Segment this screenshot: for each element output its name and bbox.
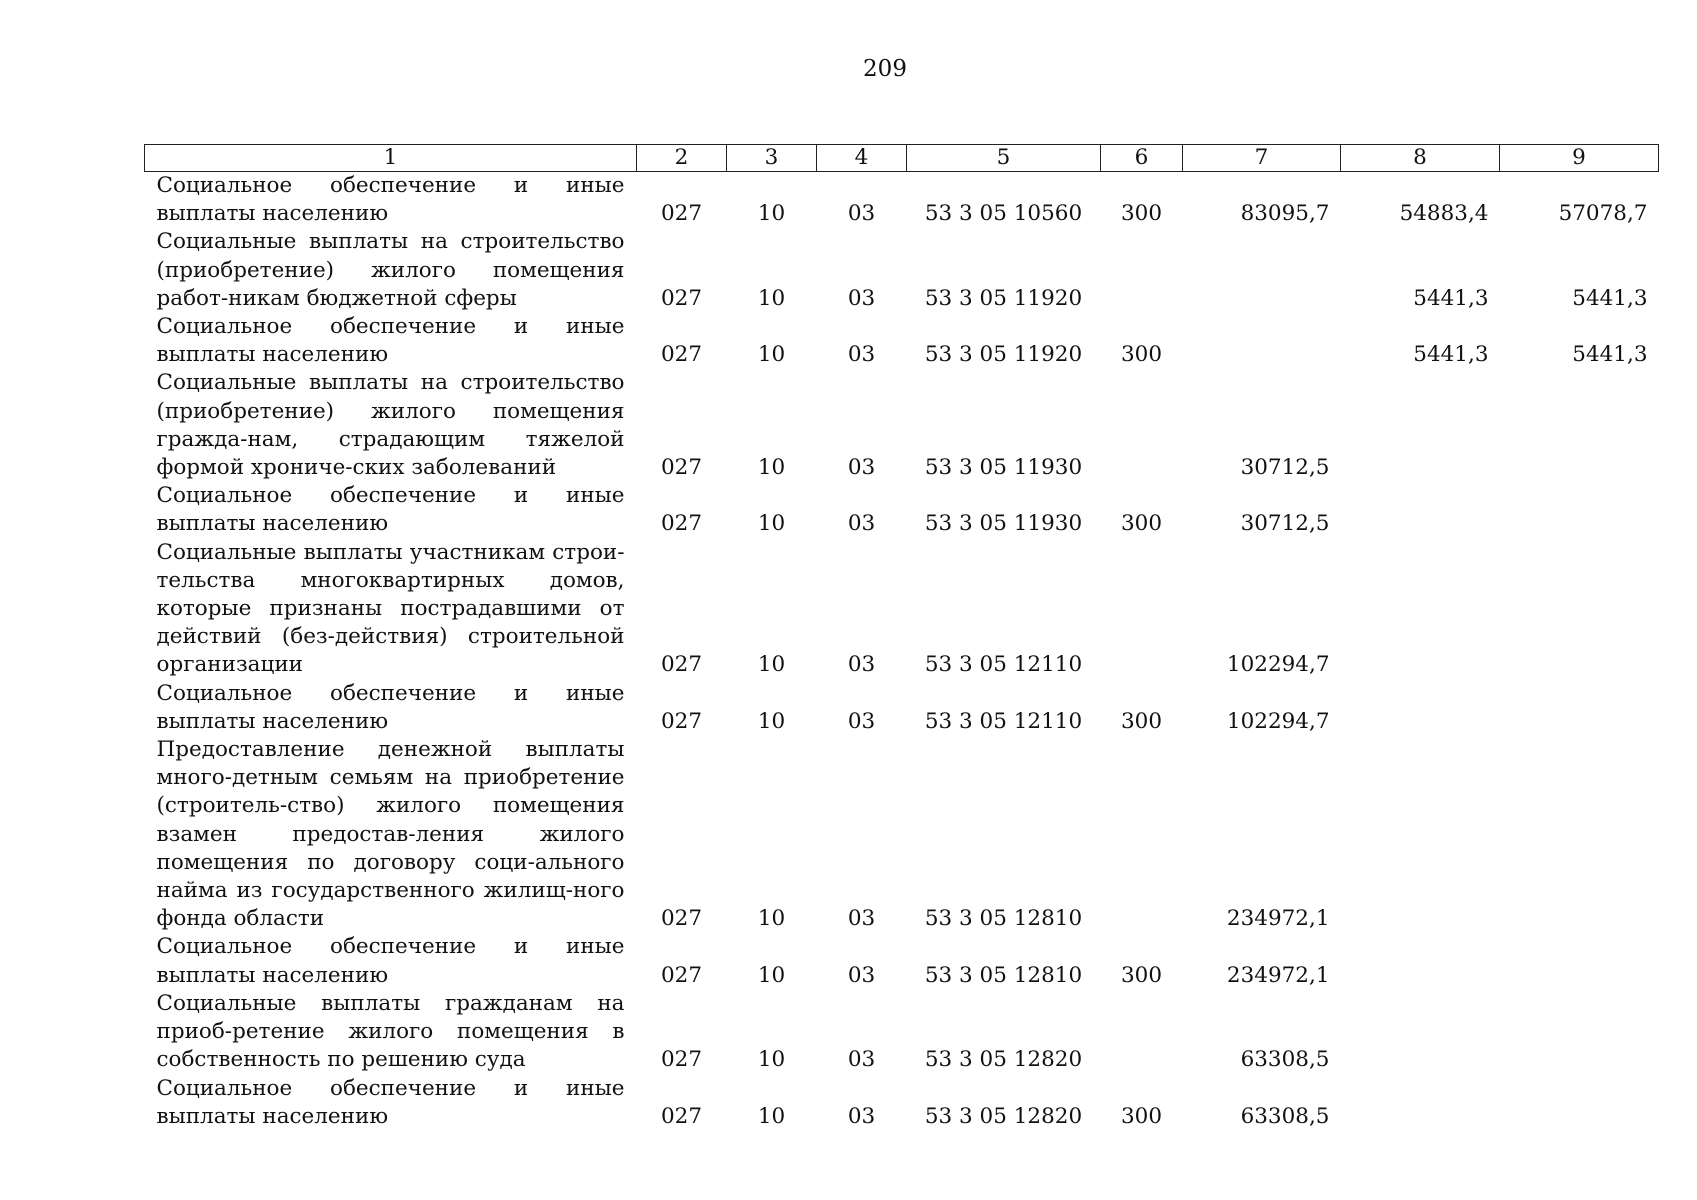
row-section-code: 10 <box>757 906 786 932</box>
row-section-code: 10 <box>757 962 786 988</box>
row-target-code: 53 3 05 12810 <box>924 906 1083 932</box>
header-row <box>145 145 1659 172</box>
row-expense-type <box>1101 369 1183 482</box>
row-amount-7: 30712,5 <box>1240 511 1330 537</box>
header-cell-8: 8 <box>1341 145 1500 172</box>
row-amount-9 <box>1500 539 1659 680</box>
row-ministry-code: 027 <box>660 511 703 537</box>
header-cell-9: 9 <box>1500 145 1659 172</box>
row-subsection-code: 03 <box>847 708 876 734</box>
row-amount-7: 234972,1 <box>1226 906 1330 932</box>
row-amount-7 <box>1183 313 1341 369</box>
row-expense-type <box>1101 736 1183 933</box>
row-expense-type: 300 <box>1120 511 1163 537</box>
row-name: Социальное обеспечение и иные выплаты населению <box>156 483 625 537</box>
header-cell-6: 6 <box>1101 145 1183 172</box>
row-amount-9: 57078,7 <box>1558 201 1648 227</box>
header-cell-2: 2 <box>637 145 727 172</box>
row-amount-9 <box>1500 736 1659 933</box>
row-section-code: 10 <box>757 1103 786 1129</box>
row-amount-8 <box>1341 680 1500 736</box>
row-amount-7: 83095,7 <box>1240 201 1330 227</box>
table-row <box>145 313 1659 369</box>
table-header <box>145 145 1659 172</box>
row-amount-9: 5441,3 <box>1572 342 1648 368</box>
row-section-code: 10 <box>757 201 786 227</box>
table-row <box>145 369 1659 482</box>
row-amount-7: 102294,7 <box>1226 652 1330 678</box>
row-target-code: 53 3 05 12820 <box>924 1047 1083 1073</box>
row-expense-type: 300 <box>1120 342 1163 368</box>
row-amount-9 <box>1500 680 1659 736</box>
row-ministry-code: 027 <box>660 1103 703 1129</box>
row-amount-8 <box>1341 539 1500 680</box>
row-amount-8 <box>1341 933 1500 989</box>
row-amount-8 <box>1341 1075 1500 1131</box>
row-target-code: 53 3 05 11920 <box>924 342 1083 368</box>
table-row <box>145 228 1659 313</box>
table-row <box>145 736 1659 933</box>
row-subsection-code: 03 <box>847 652 876 678</box>
row-ministry-code: 027 <box>660 342 703 368</box>
row-expense-type: 300 <box>1120 708 1163 734</box>
row-target-code: 53 3 05 12820 <box>924 1103 1083 1129</box>
header-cell-1: 1 <box>145 145 637 172</box>
row-target-code: 53 3 05 12110 <box>924 708 1083 734</box>
row-subsection-code: 03 <box>847 342 876 368</box>
table-row <box>145 990 1659 1075</box>
row-subsection-code: 03 <box>847 285 876 311</box>
row-expense-type: 300 <box>1120 201 1163 227</box>
header-cell-5: 5 <box>907 145 1101 172</box>
row-expense-type <box>1101 990 1183 1075</box>
row-ministry-code: 027 <box>660 906 703 932</box>
row-target-code: 53 3 05 11930 <box>924 455 1083 481</box>
row-target-code: 53 3 05 11930 <box>924 511 1083 537</box>
row-section-code: 10 <box>757 652 786 678</box>
row-section-code: 10 <box>757 285 786 311</box>
row-amount-7: 63308,5 <box>1240 1103 1330 1129</box>
row-name: Социальное обеспечение и иные выплаты населению <box>156 1075 625 1129</box>
table-row <box>145 172 1659 229</box>
row-target-code: 53 3 05 12810 <box>924 962 1083 988</box>
table-row <box>145 933 1659 989</box>
row-name: Социальные выплаты на строительство (приобретение) жилого помещения гражда-нам, страдающим тяжелой формой хрониче-ских заболеваний <box>156 370 625 481</box>
row-section-code: 10 <box>757 342 786 368</box>
row-target-code: 53 3 05 12110 <box>924 652 1083 678</box>
row-ministry-code: 027 <box>660 652 703 678</box>
row-section-code: 10 <box>757 511 786 537</box>
row-ministry-code: 027 <box>660 708 703 734</box>
row-target-code: 53 3 05 10560 <box>924 201 1083 227</box>
row-subsection-code: 03 <box>847 1103 876 1129</box>
row-amount-8 <box>1341 990 1500 1075</box>
row-amount-9 <box>1500 933 1659 989</box>
table-row <box>145 482 1659 538</box>
row-name: Социальное обеспечение и иные выплаты населению <box>156 314 625 368</box>
row-name: Предоставление денежной выплаты много-детным семьям на приобретение (строитель-ство) жилого помещения взамен предостав-ления жилого помещения по договору соци-ального найма из государственного жилищ-ного фонда области <box>156 737 625 932</box>
row-ministry-code: 027 <box>660 1047 703 1073</box>
row-subsection-code: 03 <box>847 455 876 481</box>
row-amount-9 <box>1500 369 1659 482</box>
table-body <box>145 172 1659 1131</box>
row-amount-8 <box>1341 736 1500 933</box>
row-amount-7: 63308,5 <box>1240 1047 1330 1073</box>
row-name: Социальные выплаты участникам строи-тельства многоквартирных домов, которые признаны пострадавшими от действий (без-действия) строительной организации <box>156 539 625 678</box>
row-amount-7: 30712,5 <box>1240 455 1330 481</box>
header-cell-7: 7 <box>1183 145 1341 172</box>
row-name: Социальное обеспечение и иные выплаты населению <box>156 934 625 988</box>
row-expense-type <box>1101 228 1183 313</box>
row-amount-7: 102294,7 <box>1226 708 1330 734</box>
row-name: Социальные выплаты на строительство (приобретение) жилого помещения работ-никам бюджетной сферы <box>156 229 625 311</box>
row-ministry-code: 027 <box>660 201 703 227</box>
row-section-code: 10 <box>757 1047 786 1073</box>
row-amount-9 <box>1500 1075 1659 1131</box>
row-section-code: 10 <box>757 455 786 481</box>
row-ministry-code: 027 <box>660 455 703 481</box>
row-expense-type: 300 <box>1120 1103 1163 1129</box>
row-name: Социальное обеспечение и иные выплаты населению <box>156 173 625 227</box>
row-amount-8: 5441,3 <box>1413 285 1489 311</box>
row-subsection-code: 03 <box>847 962 876 988</box>
row-target-code: 53 3 05 11920 <box>924 285 1083 311</box>
row-subsection-code: 03 <box>847 511 876 537</box>
row-amount-8: 5441,3 <box>1413 342 1489 368</box>
row-amount-9 <box>1500 990 1659 1075</box>
row-subsection-code: 03 <box>847 201 876 227</box>
row-name: Социальное обеспечение и иные выплаты населению <box>156 680 625 734</box>
table-row <box>145 539 1659 680</box>
page-number: 209 <box>863 56 907 82</box>
row-section-code: 10 <box>757 708 786 734</box>
table-row <box>145 1075 1659 1131</box>
row-amount-7 <box>1183 228 1341 313</box>
row-amount-7: 234972,1 <box>1226 962 1330 988</box>
header-cell-4: 4 <box>817 145 907 172</box>
row-amount-9 <box>1500 482 1659 538</box>
budget-table <box>144 144 1659 1131</box>
row-name: Социальные выплаты гражданам на приоб-ретение жилого помещения в собственность по решению суда <box>156 990 625 1073</box>
row-amount-9: 5441,3 <box>1572 285 1648 311</box>
header-cell-3: 3 <box>727 145 817 172</box>
row-expense-type: 300 <box>1120 962 1163 988</box>
row-subsection-code: 03 <box>847 1047 876 1073</box>
row-subsection-code: 03 <box>847 906 876 932</box>
row-expense-type <box>1101 539 1183 680</box>
row-ministry-code: 027 <box>660 962 703 988</box>
row-ministry-code: 027 <box>660 285 703 311</box>
row-amount-8 <box>1341 369 1500 482</box>
row-amount-8: 54883,4 <box>1399 201 1489 227</box>
table-row <box>145 680 1659 736</box>
row-amount-8 <box>1341 482 1500 538</box>
